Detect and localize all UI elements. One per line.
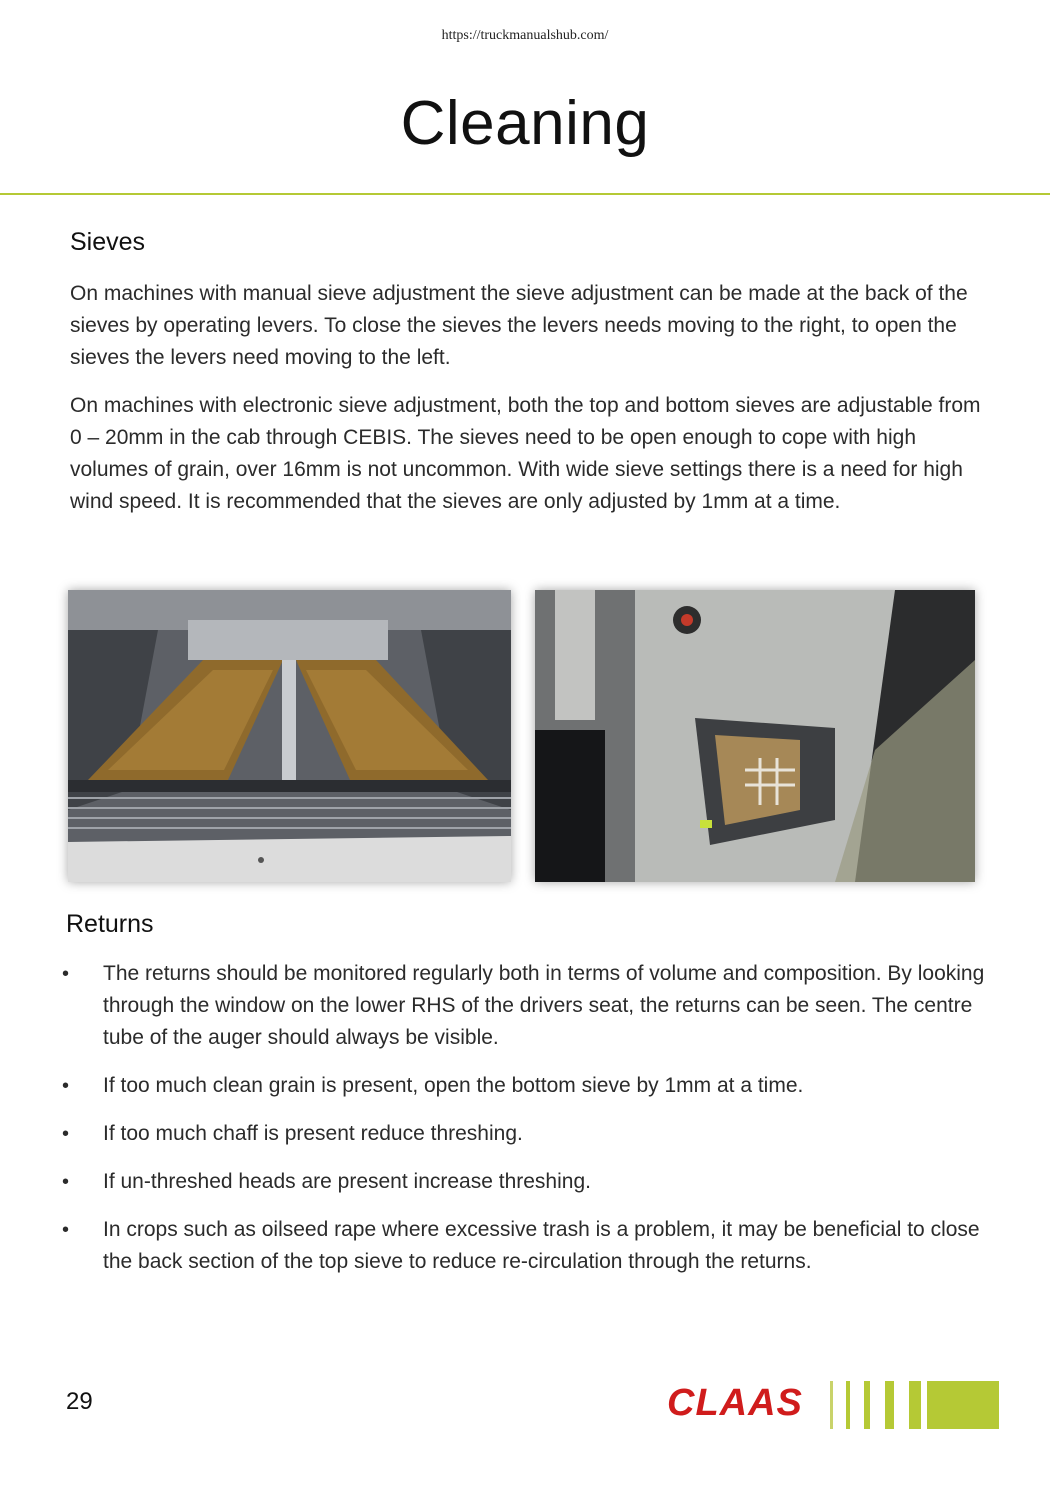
page-number: 29 — [66, 1388, 93, 1415]
sieves-paragraph-1: On machines with manual sieve adjustment the sieve adjustment can be made at the back of the sieves by operating levers. To close the sieves the levers needs moving to the right, to open the sieves the levers need moving to the left. — [70, 282, 968, 369]
claas-logo-text: CLAAS — [667, 1382, 803, 1424]
page-title: Cleaning — [400, 89, 650, 158]
list-item — [62, 958, 992, 1054]
bullet-icon: • — [62, 1171, 70, 1193]
list-item-text: The returns should be monitored regularly both in terms of volume and composition. By looking through the window on the lower RHS of the drivers seat, the returns can be seen. The centre tube of the auger should always be visible. — [103, 962, 985, 1049]
list-item — [62, 1070, 992, 1102]
list-item — [62, 1118, 992, 1150]
list-item-text: In crops such as oilseed rape where excessive trash is a problem, it may be beneficial to close the back section of the top sieve to reduce re-circulation through the returns. — [103, 1218, 980, 1273]
bullet-icon: • — [62, 1123, 70, 1145]
source-url: https://truckmanualshub.com/ — [441, 28, 609, 43]
claas-logo — [665, 1375, 999, 1431]
list-item — [62, 1166, 992, 1198]
list-item-text: If too much chaff is present reduce threshing. — [103, 1122, 523, 1145]
bullet-icon: • — [62, 1219, 70, 1241]
list-item — [62, 1214, 992, 1278]
returns-window-photo — [535, 590, 975, 882]
bullet-icon: • — [62, 963, 70, 985]
sieves-photo — [68, 590, 511, 882]
sieves-heading: Sieves — [70, 228, 146, 256]
returns-heading: Returns — [66, 910, 154, 938]
returns-list — [62, 958, 992, 1294]
list-item-text: If too much clean grain is present, open the bottom sieve by 1mm at a time. — [103, 1074, 804, 1097]
title-divider — [0, 193, 1050, 195]
list-item-text: If un-threshed heads are present increase threshing. — [103, 1170, 591, 1193]
sieves-paragraph-2: On machines with electronic sieve adjustment, both the top and bottom sieves are adjustable from 0 – 20mm in the cab through CEBIS. The sieves need to be open enough to cope with high volumes of grain, over 16mm is not uncommon. With wide sieve settings there is a need for high wind speed. It is recommended that the sieves are only adjusted by 1mm at a time. — [70, 394, 981, 513]
bullet-icon: • — [62, 1075, 70, 1097]
